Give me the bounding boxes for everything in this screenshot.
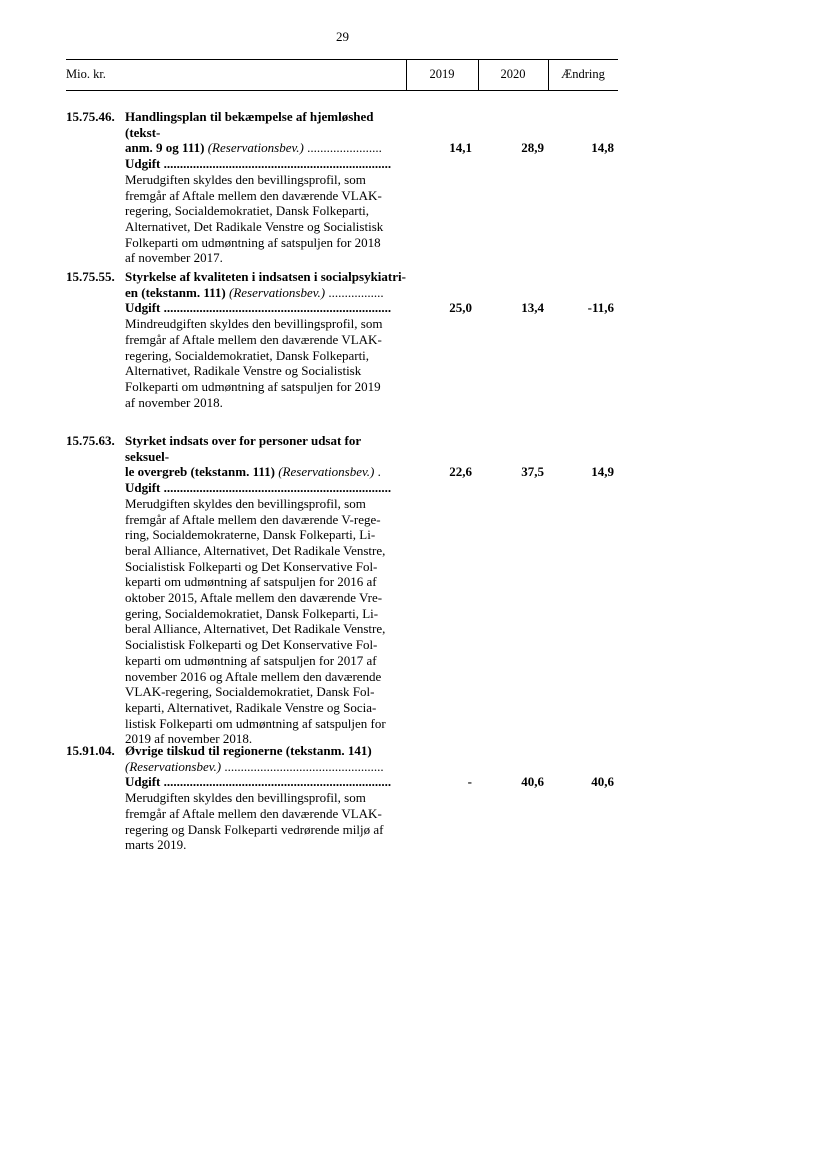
- value-2019: 14,1: [449, 140, 472, 155]
- unit-label: Mio. kr.: [66, 67, 106, 81]
- value-2020: 40,6: [521, 774, 544, 789]
- page-number: 29: [336, 29, 349, 44]
- entry-description: Mindreudgiften skyldes den bevillingsprofil, som fremgår af Aftale mellem den daværende VLAK- regering, Socialdemokratiet, Dansk Folkeparti, Alternativet, Radikale Venstre og Socialistisk Folkeparti om udmøntning af satspuljen for 2019 af november 2018.: [125, 316, 383, 410]
- value-2020: 37,5: [521, 464, 544, 479]
- udgift-line: [125, 300, 406, 316]
- udgift-line: [125, 156, 406, 172]
- value-change: 14,8: [591, 140, 614, 155]
- entry-title: [125, 433, 406, 480]
- entry-description: Merudgiften skyldes den bevillingsprofil, som fremgår af Aftale mellem den daværende VLAK- regering og Dansk Folkeparti vedrørende miljø af marts 2019.: [125, 790, 384, 853]
- value-change: 40,6: [591, 774, 614, 789]
- udgift-label: Udgift: [125, 300, 161, 316]
- entry-description: Merudgiften skyldes den bevillingsprofil, som fremgår af Aftale mellem den daværende VLAK- regering, Socialdemokratiet, Dansk Folkeparti, Alternativet, Det Radikale Venstre og Socialistisk Folkeparti om udmøntning af satspuljen for 2018 af november 2017.: [125, 171, 384, 266]
- udgift-label: Udgift: [125, 480, 161, 496]
- col-2020-header: 2020: [500, 67, 526, 81]
- entry-number: 15.75.46.: [66, 109, 115, 124]
- entry-number: 15.91.04.: [66, 743, 115, 758]
- entry-number: 15.75.55.: [66, 269, 115, 284]
- value-2020: 13,4: [521, 300, 544, 315]
- leader-dots: .................: [325, 284, 384, 300]
- value-2019: 22,6: [449, 464, 472, 479]
- value-change: -11,6: [587, 300, 614, 315]
- entry-number: 15.75.63.: [66, 433, 115, 448]
- leader-dots: .: [374, 464, 381, 480]
- entry-title-text: Styrkelse af kvaliteten i indsatsen i socialpsykiatri- en (tekstanm. 111): [125, 269, 406, 300]
- leader-dots: ......................................................................: [160, 774, 392, 790]
- entry-title-text: Styrket indsats over for personer udsat for seksuel- le overgreb (tekstanm. 111): [125, 433, 361, 480]
- entry-title-text: Øvrige tilskud til regionerne (tekstanm. 141): [125, 743, 372, 758]
- entry-title-text: Handlingsplan til bekæmpelse af hjemløshed (tekst- anm. 9 og 111): [125, 109, 374, 156]
- leader-dots: ......................................................................: [160, 156, 392, 172]
- leader-dots: .......................: [303, 140, 382, 156]
- col-2019-header: 2019: [429, 67, 455, 81]
- leader-dots: .................................................: [221, 758, 384, 774]
- leader-dots: ......................................................................: [160, 480, 392, 496]
- leader-dots: ......................................................................: [160, 300, 392, 316]
- value-2019: -: [467, 774, 472, 789]
- entry-title-note: (Reservationsbev.): [125, 758, 222, 774]
- entry-description: Merudgiften skyldes den bevillingsprofil, som fremgår af Aftale mellem den daværende V-rege- ring, Socialdemokraterne, Dansk Folkeparti, Li- beral Alliance, Alternativet, Det Radikale Venstre, Socialistisk Folkeparti og Det Konservative Fol- keparti om udmøntning af satspuljen for 2016 af oktober 2015, Aftale mellem den daværende Vre- gering, Socialdemokratiet, Dansk Folkeparti, Li- beral Alliance, Alternativet, Det Radikale Venstre, Socialistisk Folkeparti og Det Konservative Fol- keparti om udmøntning af satspuljen for 2017 af november 2016 og Aftale mellem den daværende VLAK-regering, Socialdemokratiet, Dansk Fol- keparti, Alternativet, Radikale Venstre og Socia- listisk Folkeparti om udmøntning af satspuljen for 2019 af november 2018.: [125, 495, 386, 747]
- udgift-label: Udgift: [125, 774, 161, 790]
- col-change-header: Ændring: [561, 67, 605, 81]
- value-2020: 28,9: [521, 140, 544, 155]
- entry-title: [125, 743, 406, 774]
- entry-title-note: (Reservationsbev.): [278, 464, 375, 480]
- entry-title-note: (Reservationsbev.): [207, 140, 304, 156]
- table-header: [66, 59, 618, 91]
- value-2019: 25,0: [449, 300, 472, 315]
- entry-title-note: (Reservationsbev.): [229, 284, 326, 300]
- udgift-label: Udgift: [125, 156, 161, 172]
- udgift-line: [125, 774, 406, 790]
- value-change: 14,9: [591, 464, 614, 479]
- entry-title: [125, 109, 406, 156]
- entry-title: [125, 269, 406, 300]
- udgift-line: [125, 480, 406, 496]
